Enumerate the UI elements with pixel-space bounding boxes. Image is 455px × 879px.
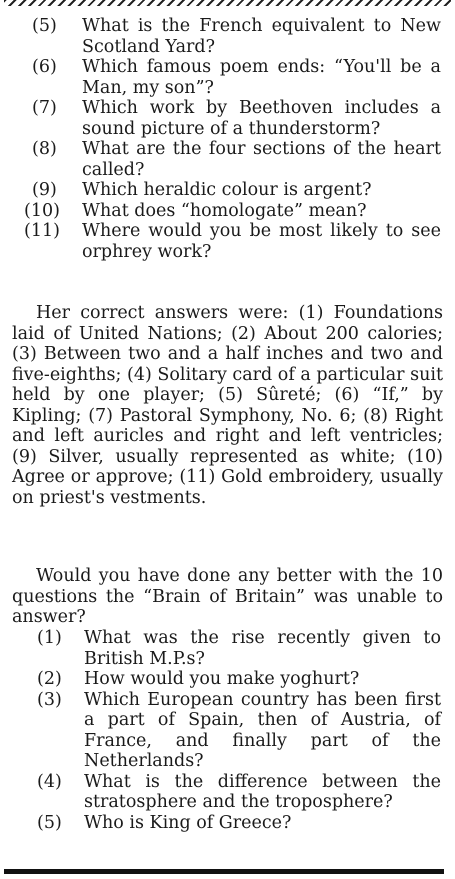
question-text: What are the four sections of the heart called? xyxy=(82,139,441,180)
question-number: (1) xyxy=(37,628,62,648)
question-number: (5) xyxy=(37,812,62,833)
question-number: (5) xyxy=(32,16,57,36)
intro-paragraph: Would you have done any better with the 10 questions the “Brain of Britain” was unable to answer? xyxy=(12,566,443,627)
question-text: What was the rise recently given to British M.P.s? xyxy=(84,628,441,669)
question-text: Which European country has been first a part of Spain, then of Austria, of France, and finally part of the Netherlands? xyxy=(84,689,441,771)
question-list-top xyxy=(0,16,455,262)
question-text: What is the French equivalent to New Scotland Yard? xyxy=(82,16,441,57)
question-text: Who is King of Greece? xyxy=(84,812,292,833)
question-text: Which famous poem ends: “You'll be a Man, my son”? xyxy=(82,57,441,98)
question-item xyxy=(0,16,455,57)
top-wavy-rule xyxy=(4,0,451,6)
question-item xyxy=(0,98,455,139)
question-item xyxy=(0,180,455,201)
question-item xyxy=(0,57,455,98)
question-list-bottom xyxy=(0,628,455,833)
question-text: Where would you be most likely to see orphrey work? xyxy=(82,221,441,262)
question-number: (8) xyxy=(32,139,57,159)
question-item xyxy=(0,628,455,669)
question-item xyxy=(0,813,455,834)
question-number: (3) xyxy=(37,689,62,710)
question-number: (2) xyxy=(37,669,62,689)
question-item xyxy=(0,221,455,262)
question-text: What does “homologate” mean? xyxy=(82,200,367,221)
question-text: Which heraldic colour is argent? xyxy=(82,180,372,200)
question-text: What is the difference between the stratosphere and the troposphere? xyxy=(84,771,441,812)
question-item xyxy=(0,201,455,222)
question-text: Which work by Beethoven includes a sound picture of a thunderstorm? xyxy=(82,98,441,139)
bottom-rule xyxy=(4,869,444,874)
question-item xyxy=(0,669,455,690)
question-number: (6) xyxy=(32,57,57,77)
question-number: (11) xyxy=(24,221,60,241)
question-item xyxy=(0,772,455,813)
question-item xyxy=(0,139,455,180)
question-number: (10) xyxy=(24,200,60,221)
question-number: (9) xyxy=(32,180,57,200)
question-item xyxy=(0,690,455,772)
question-text: How would you make yoghurt? xyxy=(84,669,360,689)
question-number: (4) xyxy=(37,771,62,792)
question-number: (7) xyxy=(32,98,57,118)
answers-paragraph: Her correct answers were: (1) Foundations laid of United Nations; (2) About 200 calories; (3) Between two and a half inches and two and five-eighths; (4) Solitary card of a particular suit held by one player; (5) Sûreté; (6) “If,” by Kipling; (7) Pastoral Symphony, No. 6; (8) Right and left auricles and right and left ventricles; (9) Silver, usually represented as white; (10) Agree or approve; (11) Gold embroidery, usually on priest's vestments. xyxy=(12,303,443,508)
